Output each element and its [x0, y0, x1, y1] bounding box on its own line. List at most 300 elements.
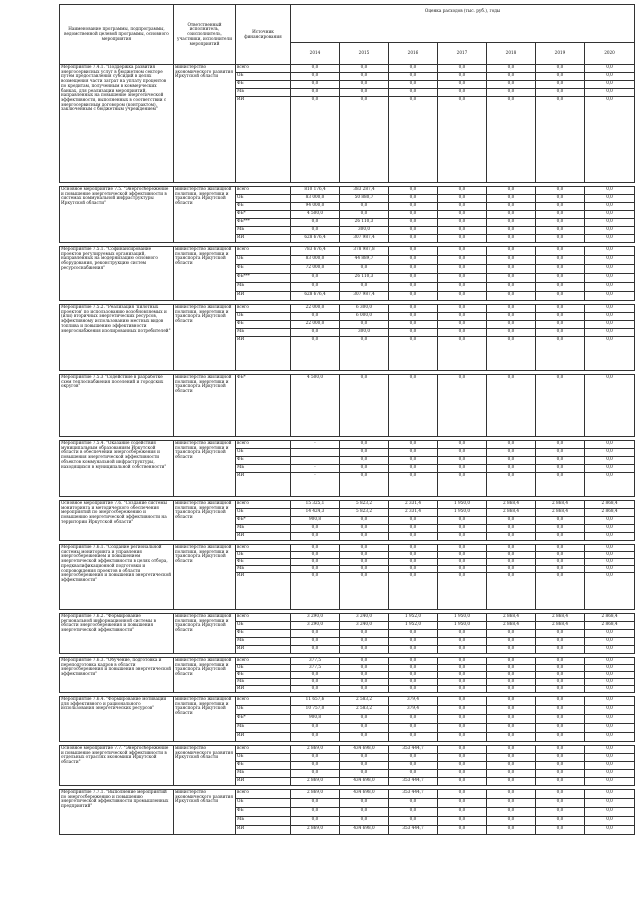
funding-source: всего — [236, 247, 291, 256]
header-year-2014: 2014 — [291, 43, 340, 65]
amount-2017: 0,0 — [438, 638, 487, 646]
amount-2015: 0,0 — [340, 573, 389, 610]
amount-2014: 0,0 — [291, 638, 340, 646]
amount-2019: 0,0 — [536, 187, 585, 195]
amount-2018: 0,0 — [487, 573, 536, 610]
responsible-executor: министерство экономического развития Иркутской области — [174, 790, 236, 835]
amount-2020: 0,0 — [585, 97, 635, 183]
amount-2016: 0,0 — [389, 375, 438, 437]
amount-2016: 0,0 — [389, 283, 438, 292]
amount-2018: 0,0 — [487, 89, 536, 97]
amount-2014: 0,0 — [291, 337, 340, 371]
amount-2015: 300,0 — [340, 227, 389, 235]
amount-2017: 1 950,0 — [438, 622, 487, 630]
header-responsible: Ответственный исполнитель, соисполнитель, участники, исполнители мероприятий — [174, 5, 236, 65]
amount-2015: 0,0 — [340, 686, 389, 693]
funding-source: ФБ — [236, 559, 291, 566]
amount-2015: 0,0 — [340, 73, 389, 81]
amount-2015: 5 823,2 — [340, 501, 389, 509]
header-year-2015: 2015 — [340, 43, 389, 65]
amount-2020: 0,0 — [585, 525, 635, 533]
funding-source: ИИ — [236, 337, 291, 371]
funding-source: МБ — [236, 227, 291, 235]
funding-source: ФБ* — [236, 715, 291, 724]
amount-2016: 0,0 — [389, 97, 438, 183]
amount-2020: 0,0 — [585, 638, 635, 646]
amount-2019: 0,0 — [536, 672, 585, 679]
amount-2017: 0,0 — [438, 552, 487, 559]
amount-2020: 0,0 — [585, 559, 635, 566]
amount-2014: 0,0 — [291, 313, 340, 321]
amount-2014: 628 676,4 — [291, 292, 340, 301]
amount-2015: 0,0 — [340, 265, 389, 274]
header-source: Источник финансирования — [236, 5, 291, 65]
amount-2016: 0,0 — [389, 211, 438, 219]
amount-2020: 0,0 — [585, 658, 635, 665]
amount-2015: 0,0 — [340, 733, 389, 742]
activity-name: Мероприятие 7.5.4. "Оказание содействия муниципальным образованиям Иркутской области в обеспечении энергосбережения и повышения энергетической эффективности объектов коммунальной инфраструктуры, находящихся в муниципальной собственности" — [60, 441, 174, 497]
amount-2018: 0,0 — [487, 441, 536, 449]
table-row — [60, 746, 635, 754]
amount-2018: 0,0 — [487, 73, 536, 81]
table-row — [60, 697, 635, 706]
amount-2018: 0,0 — [487, 630, 536, 638]
amount-2014: 0,0 — [291, 573, 340, 610]
responsible-executor: министерство жилищной политики, энергетики и транспорта Иркутской области — [174, 247, 236, 301]
amount-2018: 0,0 — [487, 790, 536, 799]
amount-2016: 0,0 — [389, 203, 438, 211]
amount-2015: 0,0 — [340, 754, 389, 762]
amount-2018: 0,0 — [487, 638, 536, 646]
amount-2014: 2 869,0 — [291, 746, 340, 754]
amount-2020: 0,0 — [585, 697, 635, 706]
funding-source: ОБ — [236, 799, 291, 808]
amount-2020: 2 868,4 — [585, 622, 635, 630]
funding-source: ОБ — [236, 313, 291, 321]
amount-2018: 0,0 — [487, 733, 536, 742]
amount-2017: 0,0 — [438, 265, 487, 274]
amount-2019: 2 868,4 — [536, 614, 585, 622]
amount-2016: 0,0 — [389, 665, 438, 672]
funding-source: МБ — [236, 525, 291, 533]
amount-2016: 0,0 — [389, 292, 438, 301]
amount-2016: 0,0 — [389, 517, 438, 525]
amount-2016: 379,4 — [389, 706, 438, 715]
amount-2015: 0,0 — [340, 97, 389, 183]
amount-2016: 0,0 — [389, 457, 438, 465]
amount-2014: 0,0 — [291, 672, 340, 679]
amount-2015: 0,0 — [340, 533, 389, 541]
amount-2019: 0,0 — [536, 195, 585, 203]
amount-2015: 26 110,3 — [340, 274, 389, 283]
amount-2019: 0,0 — [536, 724, 585, 733]
amount-2019: 0,0 — [536, 799, 585, 808]
amount-2017: 0,0 — [438, 65, 487, 73]
funding-source: ФБ*** — [236, 274, 291, 283]
funding-source: ИИ — [236, 97, 291, 183]
amount-2017: 0,0 — [438, 473, 487, 497]
amount-2019: 0,0 — [536, 517, 585, 525]
amount-2018: 0,0 — [487, 686, 536, 693]
amount-2018: 0,0 — [487, 265, 536, 274]
amount-2019: 0,0 — [536, 321, 585, 329]
amount-2016: 0,0 — [389, 441, 438, 449]
amount-2019: 2 868,4 — [536, 501, 585, 509]
amount-2020: 0,0 — [585, 235, 635, 243]
table-row — [60, 65, 635, 73]
amount-2014: 900,8 — [291, 517, 340, 525]
responsible-executor: министерство жилищной политики, энергетики и транспорта Иркутской области — [174, 305, 236, 371]
amount-2019: 0,0 — [536, 97, 585, 183]
amount-2018: 0,0 — [487, 746, 536, 754]
amount-2016: 0,0 — [389, 65, 438, 73]
funding-source: ОБ — [236, 449, 291, 457]
amount-2017: 0,0 — [438, 211, 487, 219]
amount-2019: 0,0 — [536, 211, 585, 219]
amount-2019: 0,0 — [536, 203, 585, 211]
amount-2019: 0,0 — [536, 533, 585, 541]
amount-2020: 0,0 — [585, 187, 635, 195]
amount-2015: 50 880,7 — [340, 195, 389, 203]
amount-2020: 0,0 — [585, 256, 635, 265]
amount-2019: 0,0 — [536, 733, 585, 742]
amount-2017: 0,0 — [438, 672, 487, 679]
funding-source: МБ — [236, 817, 291, 826]
activity-name: Мероприятие 7.5.2. "Реализация 'пилотных проектов' по использованию возобновляемых и (или) вторичных энергетических ресурсов, эффективному использованию местных видов топлива и повышению эффективности энергоснабжения изолированных потребителей" — [60, 305, 174, 371]
amount-2016: 0,0 — [389, 89, 438, 97]
amount-2018: 2 868,4 — [487, 509, 536, 517]
amount-2016: 0,0 — [389, 265, 438, 274]
amount-2016: 0,0 — [389, 630, 438, 638]
amount-2019: 0,0 — [536, 746, 585, 754]
funding-source: всего — [236, 790, 291, 799]
amount-2019: 0,0 — [536, 457, 585, 465]
amount-2020: 0,0 — [585, 265, 635, 274]
funding-source: всего — [236, 697, 291, 706]
amount-2018: 0,0 — [487, 646, 536, 654]
amount-2020: 0,0 — [585, 826, 635, 835]
table-row — [60, 441, 635, 449]
amount-2019: 0,0 — [536, 638, 585, 646]
amount-2020: 2 868,4 — [585, 501, 635, 509]
amount-2017: 0,0 — [438, 733, 487, 742]
amount-2018: 0,0 — [487, 697, 536, 706]
amount-2019: 0,0 — [536, 525, 585, 533]
amount-2019: 0,0 — [536, 337, 585, 371]
amount-2014: 0,0 — [291, 97, 340, 183]
table-row — [60, 375, 635, 437]
budget-table — [59, 4, 635, 835]
amount-2016: 353 444,7 — [389, 746, 438, 754]
amount-2018: 0,0 — [487, 715, 536, 724]
amount-2015: 3 240,0 — [340, 622, 389, 630]
amount-2016: 0,0 — [389, 313, 438, 321]
amount-2019: 0,0 — [536, 274, 585, 283]
amount-2016: 353 444,7 — [389, 826, 438, 835]
amount-2020: 0,0 — [585, 724, 635, 733]
amount-2015: 0,0 — [340, 321, 389, 329]
amount-2015: 0,0 — [340, 658, 389, 665]
amount-2020: 0,0 — [585, 274, 635, 283]
amount-2016: 0,0 — [389, 658, 438, 665]
amount-2014: 0,0 — [291, 329, 340, 337]
amount-2019: 0,0 — [536, 465, 585, 473]
responsible-executor: министерство жилищной политики, энергетики и транспорта Иркутской области — [174, 614, 236, 654]
amount-2016: 0,0 — [389, 672, 438, 679]
amount-2016: 0,0 — [389, 552, 438, 559]
funding-source: ФБ — [236, 265, 291, 274]
amount-2016: 1 952,0 — [389, 622, 438, 630]
amount-2014: 0,0 — [291, 630, 340, 638]
amount-2019: 0,0 — [536, 630, 585, 638]
amount-2017: 0,0 — [438, 441, 487, 449]
amount-2020: 0,0 — [585, 686, 635, 693]
amount-2019: 0,0 — [536, 283, 585, 292]
amount-2014: 900,8 — [291, 715, 340, 724]
responsible-executor: министерство жилищной политики, энергетики и транспорта Иркутской области — [174, 441, 236, 497]
amount-2014: 15 325,1 — [291, 501, 340, 509]
amount-2019: 0,0 — [536, 329, 585, 337]
amount-2020: 0,0 — [585, 566, 635, 573]
amount-2017: 0,0 — [438, 73, 487, 81]
amount-2015: 307 987,4 — [340, 292, 389, 301]
amount-2020: 0,0 — [585, 211, 635, 219]
amount-2018: 0,0 — [487, 313, 536, 321]
amount-2015: 434 698,0 — [340, 790, 389, 799]
amount-2015: 300,0 — [340, 329, 389, 337]
amount-2020: 0,0 — [585, 733, 635, 742]
amount-2019: 0,0 — [536, 762, 585, 770]
amount-2018: 0,0 — [487, 449, 536, 457]
funding-source: ФБ — [236, 203, 291, 211]
activity-name: Основное мероприятие 7.6. "Создание системы мониторинга и методического обеспечения мероприятий по энергосбережению и повышению энергетической эффективности на территории Иркутской области" — [60, 501, 174, 541]
amount-2019: 0,0 — [536, 73, 585, 81]
table-row — [60, 545, 635, 552]
responsible-executor: министерство жилищной политики, энергетики и транспорта Иркутской области — [174, 501, 236, 541]
amount-2018: 0,0 — [487, 321, 536, 329]
funding-source: ОБ — [236, 256, 291, 265]
amount-2019: 0,0 — [536, 826, 585, 835]
amount-2014 — [291, 449, 340, 457]
amount-2017: 0,0 — [438, 465, 487, 473]
amount-2015: 26 110,3 — [340, 219, 389, 227]
amount-2016: 2 331,4 — [389, 501, 438, 509]
amount-2018: 0,0 — [487, 235, 536, 243]
funding-source: ФБ — [236, 321, 291, 329]
funding-source: всего — [236, 187, 291, 195]
funding-source: ОБ — [236, 509, 291, 517]
amount-2018: 0,0 — [487, 826, 536, 835]
amount-2019: 0,0 — [536, 778, 585, 786]
funding-source: МБ — [236, 566, 291, 573]
amount-2019: 0,0 — [536, 817, 585, 826]
amount-2020: 0,0 — [585, 715, 635, 724]
amount-2017: 0,0 — [438, 219, 487, 227]
funding-source: ИИ — [236, 292, 291, 301]
amount-2014: 4 500,0 — [291, 375, 340, 437]
amount-2014: - — [291, 473, 340, 497]
amount-2019: 0,0 — [536, 235, 585, 243]
funding-source: всего — [236, 305, 291, 313]
amount-2016: 0,0 — [389, 195, 438, 203]
amount-2017: 0,0 — [438, 525, 487, 533]
amount-2014: 628 676,4 — [291, 235, 340, 243]
funding-source: ИИ — [236, 733, 291, 742]
amount-2014: 2 869,0 — [291, 826, 340, 835]
amount-2020: 0,0 — [585, 679, 635, 686]
amount-2018: 0,0 — [487, 808, 536, 817]
amount-2016: 0,0 — [389, 686, 438, 693]
table-row — [60, 305, 635, 313]
amount-2015: 0,0 — [340, 65, 389, 73]
amount-2017: 0,0 — [438, 817, 487, 826]
amount-2020: 0,0 — [585, 441, 635, 449]
amount-2014: 11 657,6 — [291, 697, 340, 706]
amount-2017: 0,0 — [438, 790, 487, 799]
amount-2020: 0,0 — [585, 329, 635, 337]
funding-source: ИИ — [236, 533, 291, 541]
amount-2017: 0,0 — [438, 329, 487, 337]
amount-2017: 0,0 — [438, 313, 487, 321]
amount-2019: 0,0 — [536, 770, 585, 778]
amount-2019: 0,0 — [536, 89, 585, 97]
amount-2020: 0,0 — [585, 375, 635, 437]
amount-2020: 0,0 — [585, 227, 635, 235]
amount-2016: 0,0 — [389, 274, 438, 283]
funding-source: ИИ — [236, 573, 291, 610]
amount-2020: 0,0 — [585, 292, 635, 301]
funding-source: всего — [236, 658, 291, 665]
amount-2014: 0,0 — [291, 754, 340, 762]
funding-source: ОБ — [236, 73, 291, 81]
amount-2017: 0,0 — [438, 305, 487, 313]
amount-2019: 0,0 — [536, 679, 585, 686]
amount-2017: 0,0 — [438, 227, 487, 235]
amount-2020: 0,0 — [585, 305, 635, 313]
funding-source: ИИ — [236, 826, 291, 835]
amount-2018: 0,0 — [487, 283, 536, 292]
amount-2020: 0,0 — [585, 790, 635, 799]
amount-2017: 1 950,0 — [438, 509, 487, 517]
amount-2016: 0,0 — [389, 449, 438, 457]
amount-2018: 0,0 — [487, 473, 536, 497]
activity-name: Мероприятие 7.4.1. "Поддержка развития энергосервисных услуг в бюджетном секторе путем предоставления субсидий в целях возмещения части затрат на уплату процентов по кредитам, полученным в коммерческих банках, для реализации мероприятий, направленных на повышение энергетической эффективности, выполненных в соответствии с энергосервисным договором (контрактом), заключенным с бюджетным учреждением" — [60, 65, 174, 183]
header-estimate-label: Оценка расходов (тыс. руб.), годы — [424, 8, 501, 13]
amount-2015: 0,0 — [340, 679, 389, 686]
amount-2017: 0,0 — [438, 517, 487, 525]
amount-2016: 0,0 — [389, 762, 438, 770]
amount-2019: 0,0 — [536, 706, 585, 715]
amount-2019: 0,0 — [536, 441, 585, 449]
amount-2014: 0,0 — [291, 274, 340, 283]
amount-2014: 83 000,0 — [291, 256, 340, 265]
header-year-2020: 2020 — [585, 43, 635, 65]
amount-2015: 0,0 — [340, 808, 389, 817]
amount-2020: 0,0 — [585, 665, 635, 672]
amount-2019: 0,0 — [536, 552, 585, 559]
amount-2016: 0,0 — [389, 525, 438, 533]
amount-2014: 0,0 — [291, 808, 340, 817]
amount-2019: 0,0 — [536, 81, 585, 89]
amount-2014: 0,0 — [291, 770, 340, 778]
responsible-executor: министерство жилищной политики, энергетики и транспорта Иркутской области — [174, 545, 236, 610]
amount-2019: 0,0 — [536, 566, 585, 573]
amount-2017: 0,0 — [438, 754, 487, 762]
amount-2015: 6 300,0 — [340, 305, 389, 313]
amount-2015: 0,0 — [340, 465, 389, 473]
amount-2016: 0,0 — [389, 715, 438, 724]
amount-2016: 0,0 — [389, 679, 438, 686]
amount-2015: 0,0 — [340, 762, 389, 770]
funding-source: ИИ — [236, 235, 291, 243]
amount-2016: 0,0 — [389, 73, 438, 81]
amount-2020: 0,0 — [585, 573, 635, 610]
activity-name: Мероприятие 7.6.2. "Формирование региональной информационной системы в области энергосбережения и повышения энергетической эффективности" — [60, 614, 174, 654]
amount-2020: 0,0 — [585, 473, 635, 497]
funding-source: ИИ — [236, 473, 291, 497]
amount-2017: 0,0 — [438, 559, 487, 566]
amount-2019: 0,0 — [536, 375, 585, 437]
amount-2018: 0,0 — [487, 525, 536, 533]
amount-2018: 0,0 — [487, 81, 536, 89]
amount-2018: 0,0 — [487, 706, 536, 715]
header-year-2017: 2017 — [438, 43, 487, 65]
amount-2014: - — [291, 465, 340, 473]
amount-2017: 1 950,0 — [438, 501, 487, 509]
amount-2015: 0,0 — [340, 449, 389, 457]
amount-2015: 0,0 — [340, 552, 389, 559]
amount-2017: 0,0 — [438, 697, 487, 706]
amount-2015: 44 889,7 — [340, 256, 389, 265]
amount-2015: 0,0 — [340, 715, 389, 724]
amount-2018: 0,0 — [487, 195, 536, 203]
amount-2014: 0,0 — [291, 73, 340, 81]
amount-2018: 2 868,4 — [487, 622, 536, 630]
funding-source: всего — [236, 545, 291, 552]
amount-2014: 0,0 — [291, 762, 340, 770]
activity-name: Мероприятие 7.6.3. "Обучение, подготовка и переподготовка кадров в области энергосбережения и повышения энергетической эффективности" — [60, 658, 174, 693]
activity-name: Мероприятие 7.7.1. "Выполнение мероприятий по энергосбережению и повышению энергетической эффективности промышленных предприятий" — [60, 790, 174, 835]
amount-2016: 353 444,7 — [389, 790, 438, 799]
amount-2018: 0,0 — [487, 274, 536, 283]
amount-2017: 0,0 — [438, 665, 487, 672]
amount-2017: 0,0 — [438, 826, 487, 835]
amount-2016: 0,0 — [389, 533, 438, 541]
amount-2020: 2 868,4 — [585, 509, 635, 517]
header-program: Наименование программы, подпрограммы, ведомственной целевой программы, основного мероприятия — [60, 5, 174, 65]
amount-2016: 0,0 — [389, 329, 438, 337]
amount-2016: 0,0 — [389, 465, 438, 473]
amount-2018: 0,0 — [487, 256, 536, 265]
budget-table-page — [59, 4, 634, 835]
amount-2015: 6 000,0 — [340, 313, 389, 321]
funding-source: ОБ — [236, 706, 291, 715]
amount-2017: 0,0 — [438, 778, 487, 786]
amount-2020: 0,0 — [585, 646, 635, 654]
amount-2018: 0,0 — [487, 187, 536, 195]
amount-2020: 0,0 — [585, 457, 635, 465]
amount-2018: 0,0 — [487, 778, 536, 786]
amount-2016: 0,0 — [389, 573, 438, 610]
funding-source: ФБ — [236, 762, 291, 770]
funding-source: ИИ — [236, 646, 291, 654]
amount-2016: 1 952,0 — [389, 614, 438, 622]
amount-2014: 14 424,3 — [291, 509, 340, 517]
table-row — [60, 501, 635, 509]
amount-2018: 0,0 — [487, 203, 536, 211]
amount-2015: 0,0 — [340, 638, 389, 646]
amount-2019: 0,0 — [536, 305, 585, 313]
